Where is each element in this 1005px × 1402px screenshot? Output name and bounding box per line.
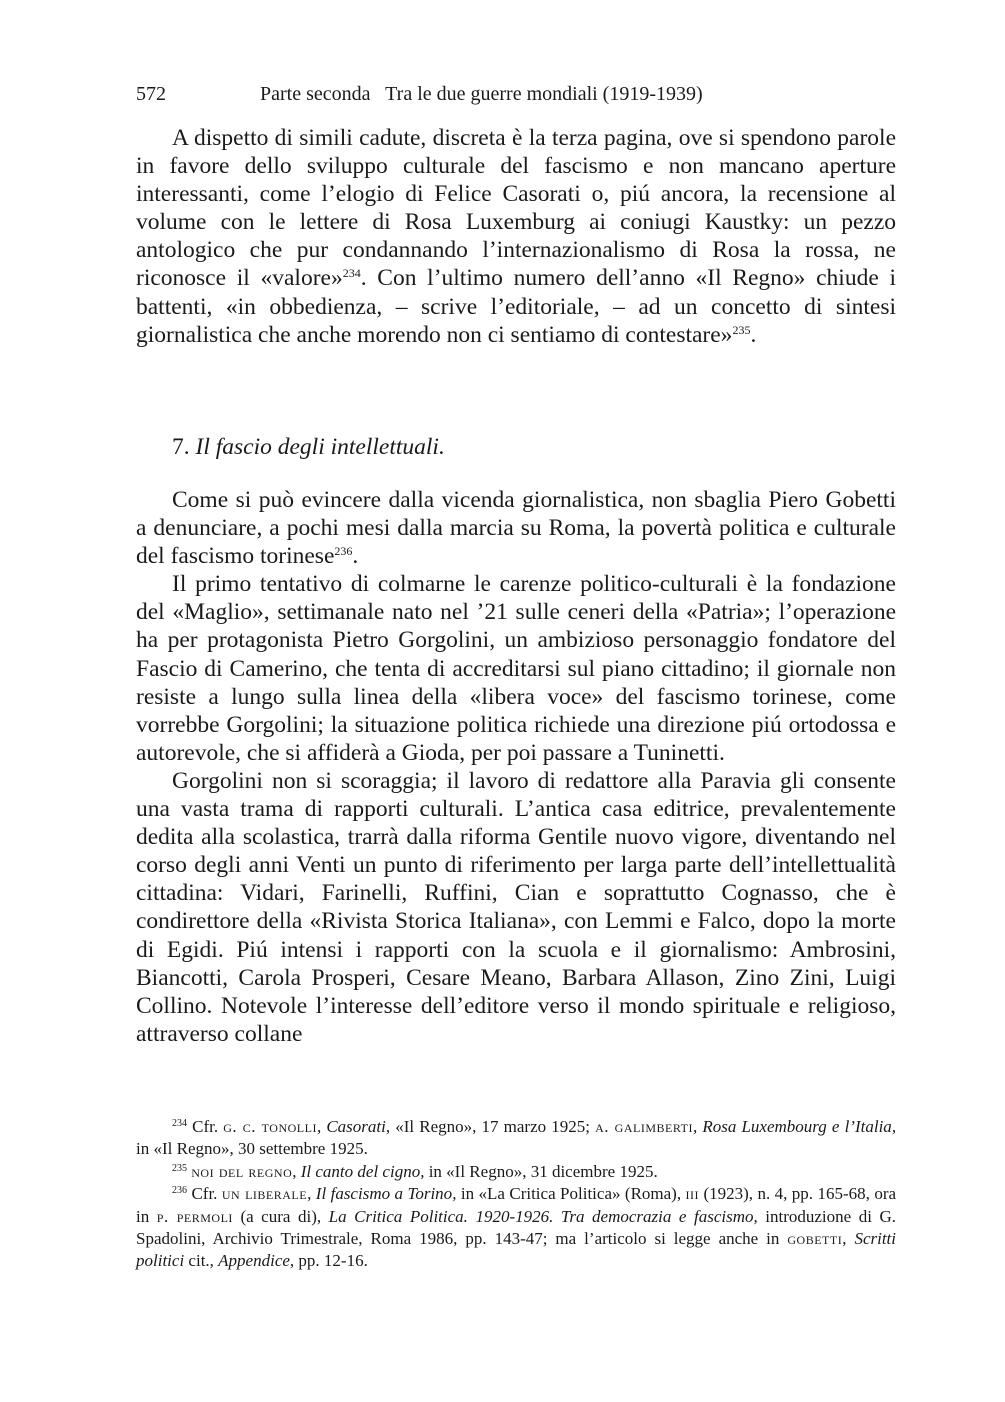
work-title: Casorati [326, 1117, 386, 1136]
note-text: , [316, 1117, 327, 1136]
work-title: Appendice [218, 1251, 290, 1271]
paragraph-text: . [352, 543, 359, 570]
author-name: noi del regno [191, 1161, 293, 1181]
work-title: Rosa Luxembourg e l’Italia [702, 1117, 892, 1136]
note-text: , pp. 12-16. [289, 1251, 368, 1271]
section-title: Il fascio degli intellettuali. [195, 434, 445, 460]
body-text-lower [136, 486, 896, 1048]
paragraph [136, 486, 896, 570]
body-text-upper [136, 124, 896, 349]
paragraph-text: . Con l’ultimo numero dell’anno «Il Regno» chiude i battenti, «in obbedienza, – scrive l’editoriale, – ad un concetto di sintesi giornalistica che anche morendo non ci sentiamo di contestare» [136, 265, 896, 348]
author-name: g. c. tonolli [223, 1117, 317, 1136]
volume-number: iii [685, 1184, 700, 1204]
running-title: Parte seconda Tra le due guerre mondiali (1919-1939) [260, 83, 703, 105]
footnote-ref[interactable]: 235 [732, 322, 751, 337]
section-number: 7. [172, 434, 190, 460]
note-text: in «Il Regno», 31 dicembre 1925. [424, 1161, 658, 1181]
footnote-number: 234 [172, 1118, 187, 1129]
note-text: Cfr. [191, 1184, 222, 1204]
work-title: La Critica Politica. 1920-1926. Tra democrazia e fascismo, [328, 1206, 758, 1226]
author-name: un liberale [221, 1184, 308, 1204]
author-name: p. permoli [156, 1206, 233, 1226]
work-title: Scritti politici [136, 1229, 897, 1271]
author-name: gobetti [787, 1229, 843, 1249]
author-name: a. galimberti [595, 1117, 693, 1136]
note-text: (a cura di), [232, 1206, 329, 1226]
note-text: , [692, 1117, 703, 1136]
footnote-ref[interactable]: 236 [334, 544, 353, 559]
paragraph-text: A dispetto di simili cadute, discreta è la terza pagina, ove si spendono parole in favore dello sviluppo culturale del fascismo e non mancano aperture interessanti, come l’elogio di Felice Casorati o, piú ancora, la recensione al volume con le lettere di Rosa Luxemburg ai coniugi Kaustky: un pezzo antologico che pur condannando l’internazionalismo di Rosa la rossa, ne riconosce il «valore» [136, 125, 896, 292]
footnote-236 [136, 1183, 896, 1273]
note-text: , [307, 1184, 316, 1204]
running-header [136, 80, 896, 108]
note-text: , [842, 1229, 855, 1249]
note-text: Cfr. [192, 1117, 224, 1136]
footnote-ref[interactable]: 234 [342, 266, 361, 281]
footnote-number: 235 [172, 1162, 187, 1174]
note-text: (1923), n. 4, pp. 165-68, ora in [136, 1184, 897, 1226]
page-number: 572 [136, 83, 166, 105]
paragraph: Il primo tentativo di colmarne le carenze politico-culturali è la fondazione del «Maglio», settimanale nato nel ’21 sulle ceneri della «Patria»; l’operazione ha per protagonista Pietro Gorgolini, un ambizioso personaggio fondatore del Fascio di Camerino, che tenta di accreditarsi sul piano cittadino; il giornale non resiste a lungo sulla linea della «libera voce» del fascismo torinese, come vorrebbe Gorgolini; la situazione politica richiede una direzione piú ortodossa e autorevole, che si affiderà a Gioda, per poi passare a Tuninetti. [136, 571, 896, 766]
work-title: Il canto del cigno, [300, 1161, 425, 1181]
footnote-234 [136, 1116, 896, 1161]
work-title: Il fascismo a Torino [315, 1184, 453, 1204]
note-text: , in «La Critica Politica» (Roma), [452, 1184, 686, 1204]
footnote-number: 236 [172, 1185, 187, 1197]
footnote-235 [136, 1161, 896, 1183]
paragraph [136, 124, 896, 349]
paragraph-text: . [750, 321, 757, 348]
note-text: , [292, 1161, 301, 1181]
paragraph-text: Come si può evincere dalla vicenda giornalistica, non sbaglia Piero Gobetti a denunciare, a pochi mesi dalla marcia su Roma, la povertà politica e culturale del fascismo torinese [136, 487, 896, 570]
section-heading [172, 432, 445, 462]
note-text: introduzione di G. Spadolini, Archivio Trimestrale, Roma 1986, pp. 143-47; ma l’articolo si legge anche in [136, 1206, 897, 1249]
note-text: cit., [184, 1251, 219, 1271]
footnotes [136, 1116, 896, 1273]
paragraph: Gorgolini non si scoraggia; il lavoro di redattore alla Paravia gli consente una vasta trama di rapporti culturali. L’antica casa editrice, prevalentemente dedita alla scolastica, trarrà dalla riforma Gentile nuovo vigore, diventando nel corso degli anni Venti un punto di riferimento per larga parte dell’intellettualità cittadina: Vidari, Farinelli, Ruffini, Cian e soprattutto Cognasso, che è condirettore della «Rivista Storica Italiana», con Lemmi e Falco, dopo la morte di Egidi. Piú intensi i rapporti con la scuola e il giornalismo: Ambrosini, Biancotti, Carola Prosperi, Cesare Meano, Barbara Allason, Zino Zini, Luigi Collino. Notevole l’interesse dell’editore verso il mondo spirituale e religioso, attraverso collane [136, 767, 896, 1047]
note-text: , «Il Regno», 17 marzo 1925; [385, 1117, 596, 1136]
note-text: , in «Il Regno», 30 settembre 1925. [136, 1117, 897, 1159]
